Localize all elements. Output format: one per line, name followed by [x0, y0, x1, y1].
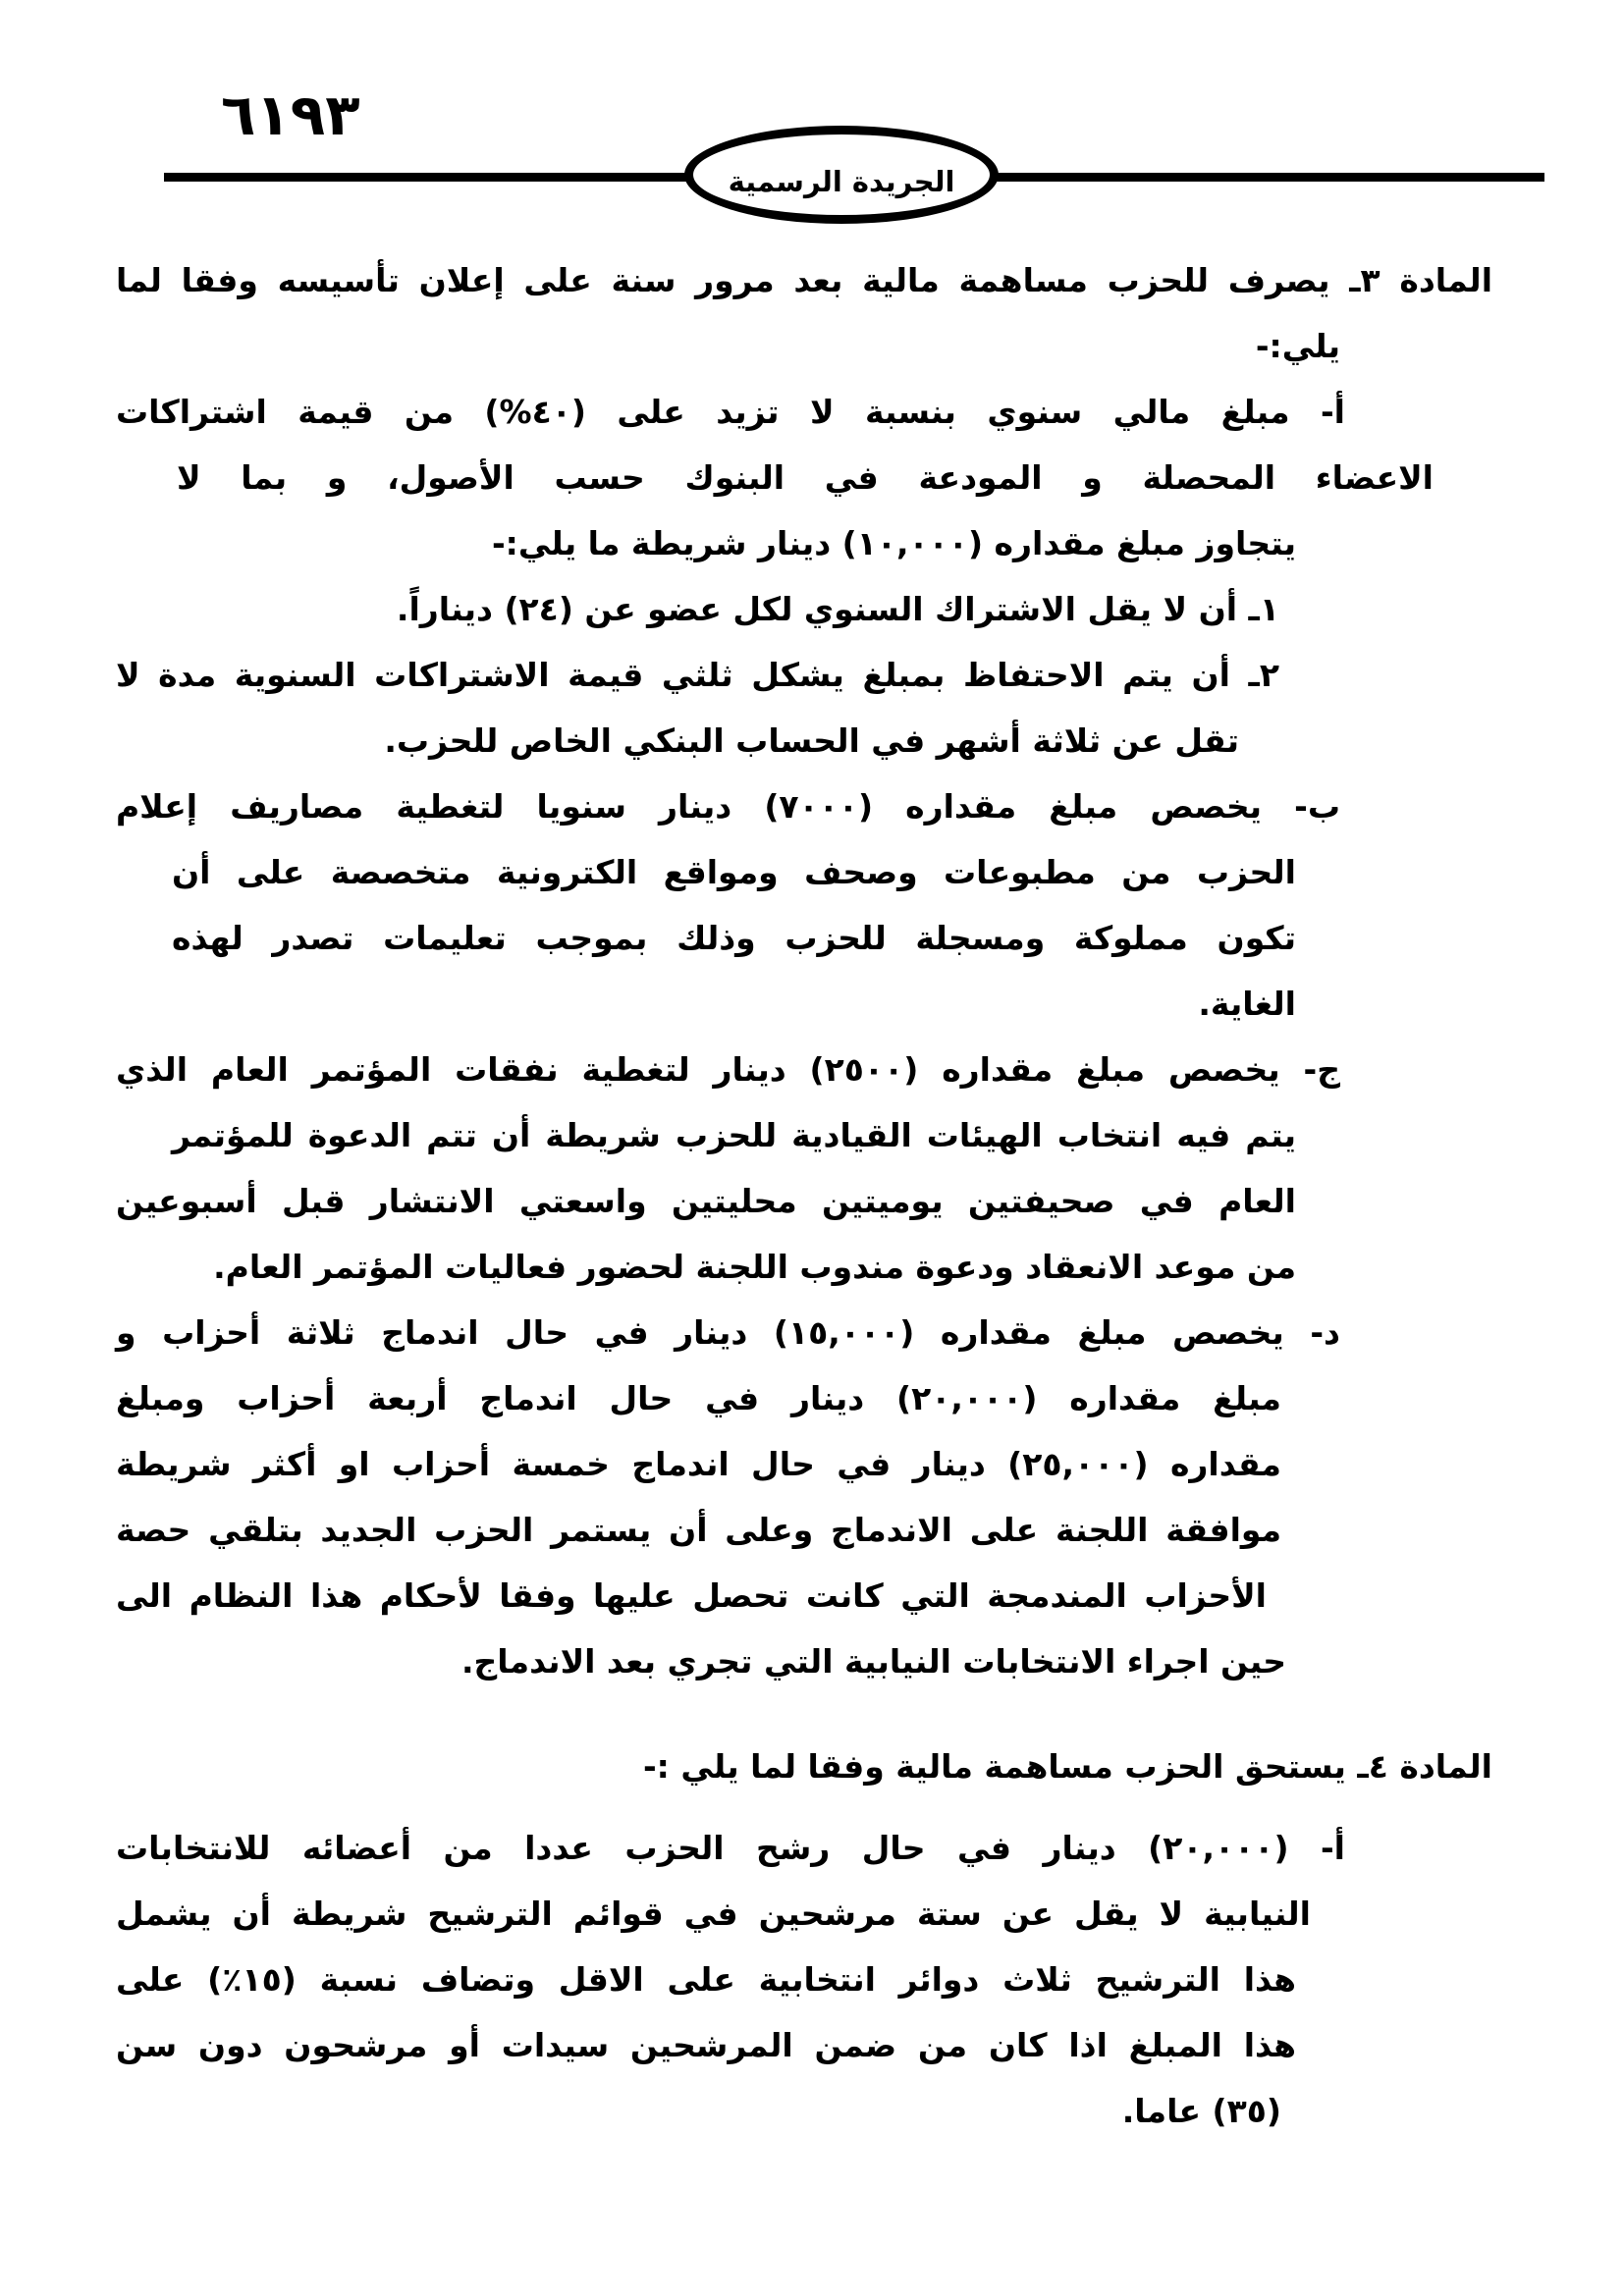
doc-line: حين اجراء الانتخابات النيابية التي تجري بعد الاندماج.	[460, 1642, 1286, 1681]
page-number: ٦١٩٣	[221, 81, 360, 148]
doc-line: يتجاوز مبلغ مقداره (١٠,٠٠٠) دينار شريطة ما يلي:-	[491, 524, 1296, 562]
item-b-line: ب- يخصص مبلغ مقداره (٧٠٠٠) دينار سنويا لتغطية مصاريف إعلام	[116, 787, 1340, 826]
doc-line: العام في صحيفتين يوميتين محليتين واسعتي الانتشار قبل أسبوعين	[116, 1182, 1296, 1220]
doc-line: الحزب من مطبوعات وصحف ومواقع الكترونية متخصصة على أن	[172, 853, 1296, 891]
article-3-heading-line: المادة ٣ـ يصرف للحزب مساهمة مالية بعد مرور سنة على إعلان تأسيسه وفقا لما	[116, 261, 1493, 299]
document-body	[116, 247, 1492, 2144]
doc-line: الاعضاء المحصلة و المودعة في البنوك حسب الأصول، و بما لا	[177, 458, 1434, 497]
subitem-1-line: ١ـ أن لا يقل الاشتراك السنوي لكل عضو عن (٢٤) ديناراً.	[396, 590, 1279, 628]
doc-line: هذا الترشيح ثلاث دوائر انتخابية على الاقل وتضاف نسبة (١٥٪) على	[116, 1960, 1296, 1999]
doc-line: هذا المبلغ اذا كان من ضمن المرشحين سيدات أو مرشحون دون سن	[116, 2026, 1296, 2064]
doc-line: النيابية لا يقل عن ستة مرشحين في قوائم الترشيح شريطة أن يشمل	[116, 1895, 1311, 1933]
doc-line: يتم فيه انتخاب الهيئات القيادية للحزب شريطة أن تتم الدعوة للمؤتمر	[172, 1116, 1296, 1154]
doc-line: مبلغ مقداره (٢٠,٠٠٠) دينار في حال اندماج أربعة أحزاب ومبلغ	[116, 1379, 1281, 1417]
doc-line: تقل عن ثلاثة أشهر في الحساب البنكي الخاص للحزب.	[384, 721, 1239, 760]
item-j-line: ج- يخصص مبلغ مقداره (٢٥٠٠) دينار لتغطية نفقات المؤتمر العام الذي	[116, 1050, 1340, 1089]
item-a-line: أ- (٢٠,٠٠٠) دينار في حال رشح الحزب عددا من أعضائه للانتخابات	[116, 1829, 1345, 1867]
doc-line: الغاية.	[1198, 985, 1296, 1023]
doc-line: مقداره (٢٥,٠٠٠) دينار في حال اندماج خمسة أحزاب او أكثر شريطة	[116, 1445, 1281, 1483]
gazette-seal	[684, 126, 999, 224]
article-4-heading-line: المادة ٤ـ يستحق الحزب مساهمة مالية وفقا لما يلي :-	[642, 1747, 1492, 1786]
banner-title: الجريدة الرسمية	[728, 165, 955, 198]
doc-line: موافقة اللجنة على الاندماج وعلى أن يستمر الحزب الجديد بتلقي حصة	[116, 1511, 1281, 1549]
doc-line: (٣٥) عاما.	[1121, 2092, 1281, 2130]
subitem-2-line: ٢ـ أن يتم الاحتفاظ بمبلغ يشكل ثلثي قيمة الاشتراكات السنوية مدة لا	[116, 656, 1279, 694]
doc-line: من موعد الانعقاد ودعوة مندوب اللجنة لحضور فعاليات المؤتمر العام.	[213, 1248, 1296, 1286]
doc-line: يلي:-	[1255, 327, 1340, 365]
item-d-line: د- يخصص مبلغ مقداره (١٥,٠٠٠) دينار في حال اندماج ثلاثة أحزاب و	[116, 1313, 1340, 1352]
doc-line: تكون مملوكة ومسجلة للحزب وذلك بموجب تعليمات تصدر لهذه	[172, 919, 1296, 957]
doc-line: الأحزاب المندمجة التي كانت تحصل عليها وفقا لأحكام هذا النظام الى	[116, 1576, 1267, 1615]
item-a-line: أ- مبلغ مالي سنوي بنسبة لا تزيد على (٤٠%) من قيمة اشتراكات	[116, 393, 1345, 431]
